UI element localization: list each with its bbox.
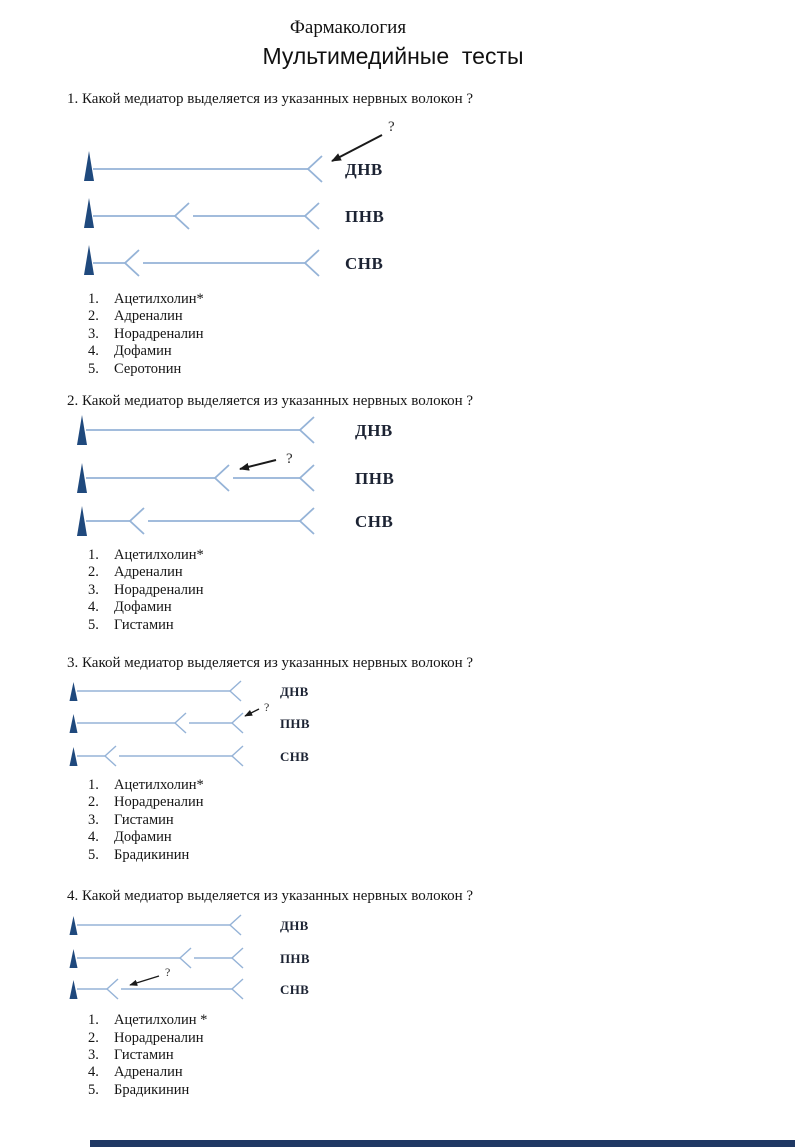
answer-item <box>88 326 800 343</box>
answer-item <box>88 1012 800 1029</box>
fiber-origin-cone <box>70 980 78 999</box>
fiber-origin-cone <box>70 682 78 701</box>
fiber-origin-cone <box>70 747 78 766</box>
answer-text: Адреналин <box>114 1064 183 1081</box>
ganglion-arrowhead <box>107 979 118 999</box>
ganglion-arrowhead <box>130 508 144 534</box>
fiber-origin-cone <box>84 198 94 228</box>
axon-terminal-arrowhead <box>232 746 243 766</box>
answer-item <box>88 547 800 564</box>
fiber-diagram-q4 <box>55 908 355 1008</box>
axon-terminal-arrowhead <box>305 203 319 229</box>
answer-item <box>88 829 800 846</box>
answer-text: Ацетилхолин* <box>114 777 204 794</box>
fiber-origin-cone <box>77 415 87 445</box>
answer-number: 5. <box>88 1081 99 1098</box>
answer-number: 3. <box>88 811 99 828</box>
answer-number: 1. <box>88 777 99 794</box>
question-mark-label: ? <box>165 965 171 980</box>
answer-number: 4. <box>88 343 99 360</box>
answer-text: Адреналин <box>114 564 183 581</box>
fiber-origin-cone <box>77 463 87 493</box>
answer-number: 4. <box>88 599 99 616</box>
ganglion-arrowhead <box>215 465 229 491</box>
pointer-arrow <box>130 976 159 985</box>
document-subtitle: Мультимедийные тесты <box>262 43 524 69</box>
answer-text: Норадреналин <box>114 581 204 598</box>
page-title <box>0 16 800 70</box>
answer-text: Брадикинин <box>114 846 190 863</box>
question-mark-label: ? <box>388 119 395 135</box>
answer-text: Дофамин <box>114 599 172 616</box>
answer-item <box>88 564 800 581</box>
answer-number: 3. <box>88 325 99 342</box>
pointer-arrow <box>245 709 259 716</box>
fiber-label-pnv: ПНВ <box>355 469 395 489</box>
axon-terminal-arrowhead <box>300 417 314 443</box>
fiber-origin-cone <box>70 714 78 733</box>
question-4-text: 4. Какой медиатор выделяется из указанных нервных волокон ? <box>67 888 474 905</box>
fiber-label-snv: СНВ <box>345 254 384 273</box>
answer-list-q1 <box>88 291 800 378</box>
question-mark-label: ? <box>264 700 270 715</box>
fiber-label-snv: СНВ <box>355 512 394 532</box>
answer-list-q4 <box>88 1012 800 1099</box>
answer-text: Адреналин <box>114 308 183 325</box>
answer-item <box>88 582 800 599</box>
fiber-label-dnv: ДНВ <box>280 918 309 934</box>
answer-text: Норадреналин <box>114 1029 204 1046</box>
answer-item <box>88 291 800 308</box>
answer-text: Гистамин <box>114 616 174 633</box>
axon-terminal-arrowhead <box>232 948 243 968</box>
fiber-label-snv: СНВ <box>280 982 310 998</box>
answer-item <box>88 1082 800 1099</box>
fiber-label-pnv: ПНВ <box>345 207 385 226</box>
fiber-label-dnv: ДНВ <box>355 421 393 441</box>
answer-item <box>88 812 800 829</box>
pointer-arrow <box>332 135 382 161</box>
answer-item <box>88 343 800 360</box>
answer-text: Брадикинин <box>114 1081 190 1098</box>
page-footer-bar <box>90 1140 795 1147</box>
answer-text: Дофамин <box>114 829 172 846</box>
answer-text: Серотонин <box>114 360 182 377</box>
fiber-origin-cone <box>84 245 94 275</box>
answer-item <box>88 361 800 378</box>
ganglion-arrowhead <box>175 203 189 229</box>
fiber-origin-cone <box>70 949 78 968</box>
answer-number: 1. <box>88 547 99 564</box>
question-1-text: 1. Какой медиатор выделяется из указанных нервных волокон ? <box>67 91 474 107</box>
answer-number: 1. <box>88 1012 99 1029</box>
fiber-diagram-q2 <box>60 413 480 545</box>
answer-text: Гистамин <box>114 1046 174 1063</box>
answer-number: 1. <box>88 291 99 307</box>
ganglion-arrowhead <box>105 746 116 766</box>
answer-text: Ацетилхолин* <box>114 547 204 564</box>
fiber-label-dnv: ДНВ <box>280 684 309 700</box>
answer-item <box>88 308 800 325</box>
document-title: Фармакология <box>289 17 407 38</box>
answer-number: 5. <box>88 846 99 863</box>
axon-terminal-arrowhead <box>230 681 241 701</box>
fiber-origin-cone <box>70 916 78 935</box>
axon-terminal-arrowhead <box>230 915 241 935</box>
answer-text: Ацетилхолин * <box>114 1012 208 1029</box>
pointer-arrow <box>240 460 276 469</box>
answer-text: Дофамин <box>114 343 172 360</box>
answer-text: Норадреналин <box>114 325 204 342</box>
answer-number: 4. <box>88 1064 99 1081</box>
fiber-diagram-q3 <box>55 675 355 775</box>
axon-terminal-arrowhead <box>232 713 243 733</box>
answer-number: 5. <box>88 616 99 633</box>
answer-number: 3. <box>88 1046 99 1063</box>
fiber-origin-cone <box>84 151 94 181</box>
axon-terminal-arrowhead <box>305 250 319 276</box>
answer-number: 4. <box>88 829 99 846</box>
axon-terminal-arrowhead <box>300 508 314 534</box>
answer-item <box>88 794 800 811</box>
answer-item <box>88 1030 800 1047</box>
answer-text: Ацетилхолин* <box>114 291 204 307</box>
answer-number: 2. <box>88 308 99 325</box>
question-mark-label: ? <box>286 451 293 468</box>
fiber-label-snv: СНВ <box>280 749 310 765</box>
answer-item <box>88 1047 800 1064</box>
answer-list-q2 <box>88 547 800 634</box>
answer-text: Норадреналин <box>114 794 204 811</box>
answer-list-q3 <box>88 777 800 864</box>
answer-number: 2. <box>88 564 99 581</box>
axon-terminal-arrowhead <box>300 465 314 491</box>
answer-item <box>88 847 800 864</box>
ganglion-arrowhead <box>175 713 186 733</box>
fiber-label-pnv: ПНВ <box>280 951 310 967</box>
axon-terminal-arrowhead <box>308 156 322 182</box>
ganglion-arrowhead <box>125 250 139 276</box>
answer-item <box>88 777 800 794</box>
fiber-label-dnv: ДНВ <box>345 160 383 179</box>
answer-item <box>88 599 800 616</box>
question-2-text: 2. Какой медиатор выделяется из указанных нервных волокон ? <box>67 393 474 410</box>
fiber-origin-cone <box>77 506 87 536</box>
answer-number: 5. <box>88 360 99 377</box>
answer-text: Гистамин <box>114 811 174 828</box>
ganglion-arrowhead <box>180 948 191 968</box>
answer-number: 2. <box>88 1029 99 1046</box>
fiber-diagram-q1 <box>60 111 480 289</box>
answer-item <box>88 617 800 634</box>
answer-number: 3. <box>88 581 99 598</box>
axon-terminal-arrowhead <box>232 979 243 999</box>
answer-item <box>88 1064 800 1081</box>
answer-number: 2. <box>88 794 99 811</box>
fiber-label-pnv: ПНВ <box>280 716 310 732</box>
question-3-text: 3. Какой медиатор выделяется из указанных нервных волокон ? <box>67 655 474 672</box>
